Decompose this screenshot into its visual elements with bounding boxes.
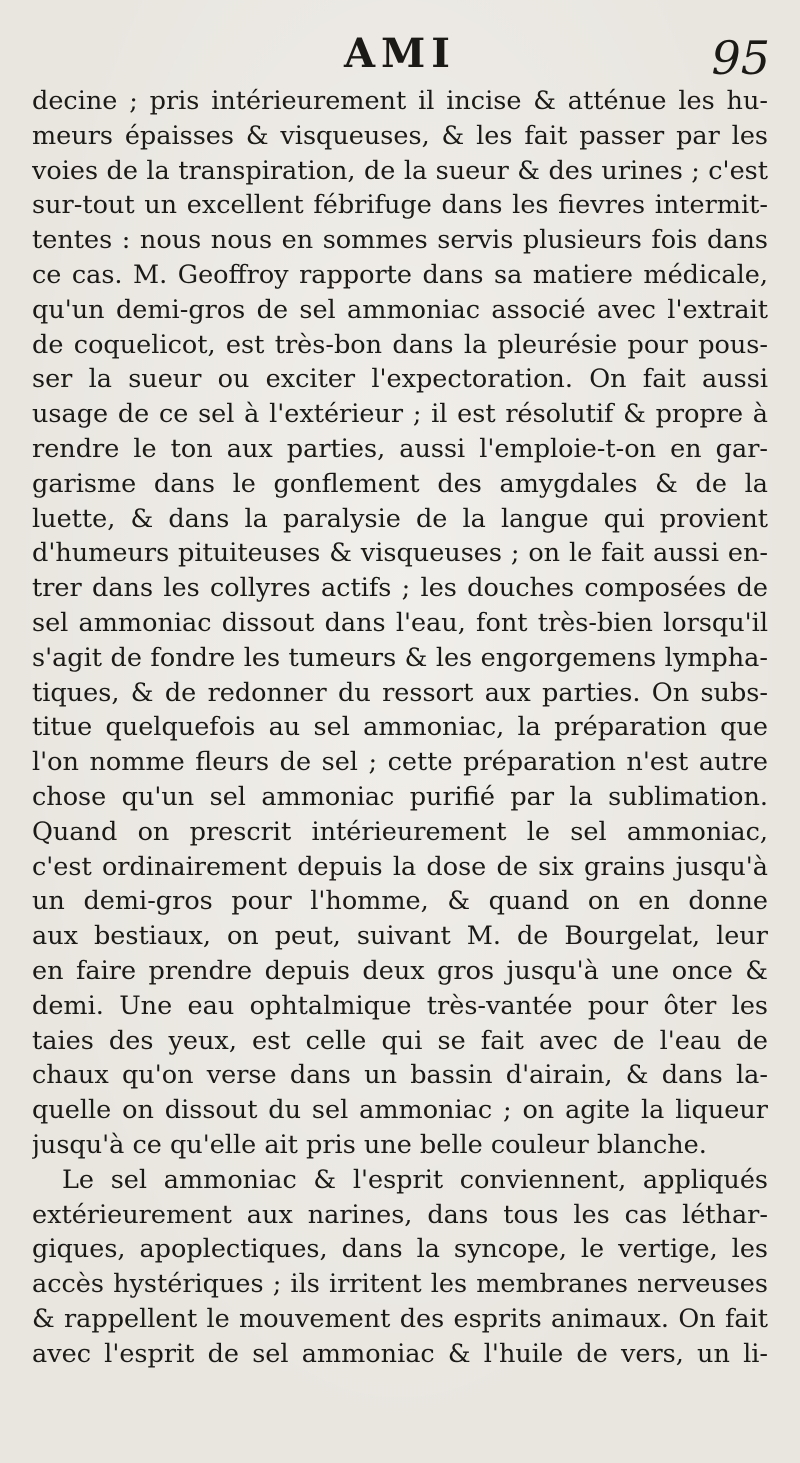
text-line: l'on nomme fleurs de sel ; cette préparation n'est autre [32, 747, 768, 778]
text-line: voies de la transpiration, de la sueur & des urines ; c'est [32, 155, 768, 186]
text-line: demi. Une eau ophtalmique très-vantée pour ôter les [32, 990, 768, 1021]
text-line: c'est ordinairement depuis la dose de six grains jusqu'à [32, 851, 768, 882]
text-line: Quand on prescrit intérieurement le sel ammoniac, [32, 816, 768, 847]
text-line: ser la sueur ou exciter l'expectoration. On fait aussi [32, 364, 768, 395]
text-line: chaux qu'on verse dans un bassin d'airain, & dans la- [32, 1060, 768, 1091]
text-line: d'humeurs pituiteuses & visqueuses ; on le fait aussi en- [32, 538, 768, 569]
text-line: aux bestiaux, on peut, suivant M. de Bourgelat, leur [32, 921, 768, 952]
text-line: tentes : nous nous en sommes servis plusieurs fois dans [32, 225, 768, 256]
text-line: meurs épaisses & visqueuses, & les fait passer par les [32, 120, 768, 151]
text-line: avec l'esprit de sel ammoniac & l'huile de vers, un li- [32, 1338, 768, 1369]
text-line: jusqu'à ce qu'elle ait pris une belle couleur blanche. [32, 1129, 707, 1160]
text-line: usage de ce sel à l'extérieur ; il est résolutif & propre à [32, 399, 768, 430]
text-line: decine ; pris intérieurement il incise & atténue les hu- [32, 86, 768, 116]
text-line: sur-tout un excellent fébrifuge dans les fievres intermit- [32, 190, 768, 221]
text-line: qu'un demi-gros de sel ammoniac associé avec l'extrait [32, 294, 768, 325]
running-title: AMI [343, 30, 457, 77]
text-line: quelle on dissout du sel ammoniac ; on agite la liqueur [32, 1095, 768, 1126]
body-text [32, 84, 768, 1371]
text-line: tiques, & de redonner du ressort aux parties. On subs- [32, 677, 768, 708]
text-line: un demi-gros pour l'homme, & quand on en donne [32, 886, 768, 917]
page-number: 95 [711, 31, 770, 85]
text-line: chose qu'un sel ammoniac purifié par la sublimation. [32, 781, 768, 812]
text-line: en faire prendre depuis deux gros jusqu'à une once & [32, 955, 768, 986]
text-line: Le sel ammoniac & l'esprit conviennent, appliqués [62, 1164, 768, 1195]
text-line: taies des yeux, est celle qui se fait avec de l'eau de [32, 1025, 768, 1056]
text-line: ce cas. M. Geoffroy rapporte dans sa matiere médicale, [32, 259, 768, 290]
text-line: de coquelicot, est très-bon dans la pleurésie pour pous- [32, 329, 768, 360]
text-line: luette, & dans la paralysie de la langue qui provient [32, 503, 768, 534]
text-line: accès hystériques ; ils irritent les membranes nerveuses [32, 1269, 768, 1300]
running-head [0, 30, 800, 85]
text-line: s'agit de fondre les tumeurs & les engorgemens lympha- [32, 642, 768, 673]
text-line: giques, apoplectiques, dans la syncope, le vertige, les [32, 1234, 768, 1265]
text-line: sel ammoniac dissout dans l'eau, font très-bien lorsqu'il [32, 607, 768, 638]
text-line: extérieurement aux narines, dans tous les cas léthar- [32, 1199, 768, 1230]
text-line: trer dans les collyres actifs ; les douches composées de [32, 573, 768, 604]
text-line: titue quelquefois au sel ammoniac, la préparation que [32, 712, 768, 743]
text-line: garisme dans le gonflement des amygdales & de la [32, 468, 768, 499]
text-line: rendre le ton aux parties, aussi l'emploie-t-on en gar- [32, 433, 768, 464]
text-line: & rappellent le mouvement des esprits animaux. On fait [32, 1303, 768, 1334]
